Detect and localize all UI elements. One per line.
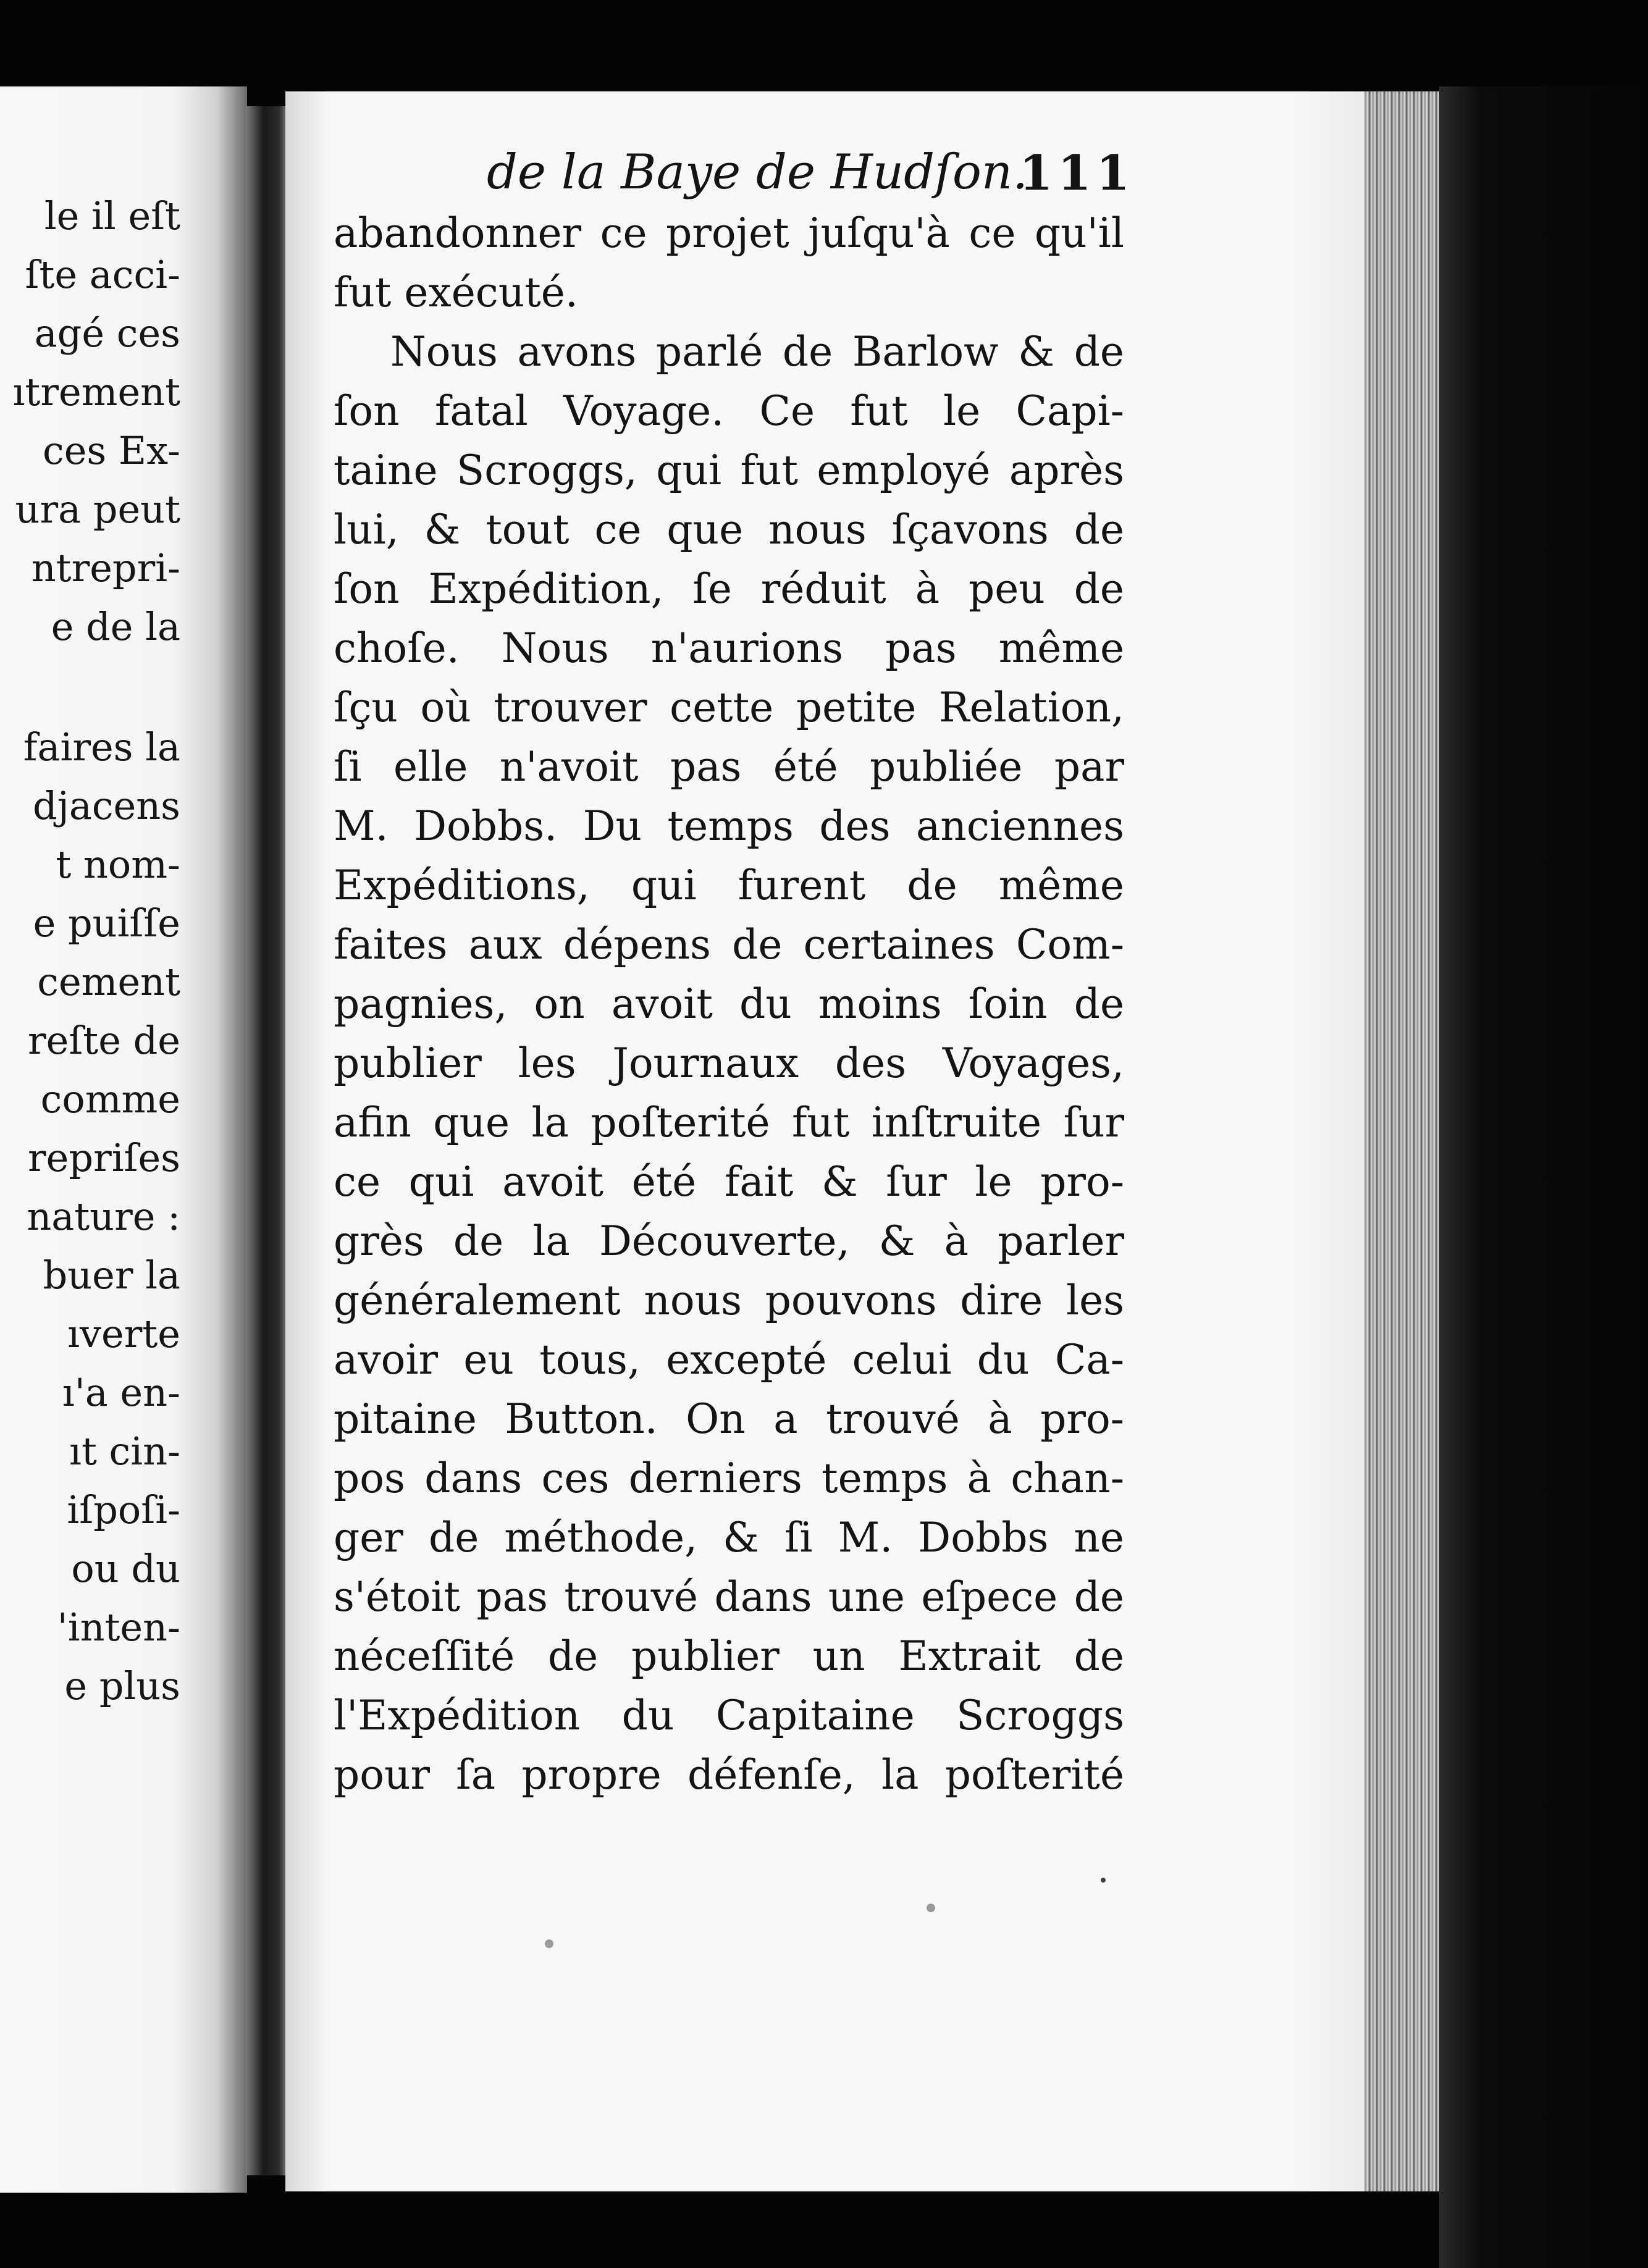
- text-line: Expéditions, qui furent de même: [334, 862, 1124, 909]
- text-line: afin que la poſterité fut inſtruite ſur: [334, 1099, 1124, 1146]
- text-line: abandonner ce projet juſqu'à ce qu'il: [334, 209, 1124, 257]
- text-line: pos dans ces derniers temps à chan-: [334, 1455, 1124, 1502]
- text-line: ce qui avoit été fait & ſur le pro-: [334, 1158, 1124, 1206]
- page-number: 111: [1019, 145, 1135, 201]
- text-line: fut exécuté.: [334, 269, 578, 316]
- book-gutter: [246, 106, 290, 2175]
- left-page-line: faires la: [23, 724, 180, 770]
- left-page-line: repriſes: [28, 1135, 180, 1180]
- text-line: pour ſa propre défenſe, la poſterité: [334, 1751, 1124, 1799]
- left-page-line: t nom-: [56, 842, 180, 887]
- left-page-line: comme: [40, 1077, 180, 1122]
- text-line: avoir eu tous, excepté celui du Ca-: [334, 1336, 1124, 1384]
- text-line: néceſſité de publier un Extrait de: [334, 1632, 1124, 1680]
- text-line: l'Expédition du Capitaine Scroggs: [334, 1692, 1124, 1739]
- text-line: ſon fatal Voyage. Ce fut le Capi-: [334, 387, 1124, 435]
- left-page: [0, 86, 247, 2193]
- left-page-line: ıtrement: [12, 369, 180, 414]
- page-body-text: [334, 204, 1124, 1805]
- text-line: s'étoit pas trouvé dans une eſpece de: [334, 1573, 1124, 1621]
- left-page-line: ſte acci-: [25, 252, 180, 297]
- page-edges: [1364, 91, 1444, 2191]
- text-line: Nous avons parlé de Barlow & de: [390, 328, 1124, 376]
- text-line: ſi elle n'avoit pas été publiée par: [334, 743, 1124, 791]
- text-line: M. Dobbs. Du temps des anciennes: [334, 802, 1124, 850]
- text-line: ger de méthode, & ſi M. Dobbs ne: [334, 1514, 1124, 1561]
- left-page-line: ura peut: [15, 487, 180, 532]
- left-page-line: nature :: [27, 1194, 180, 1239]
- speck: [927, 1904, 935, 1912]
- left-page-line: le il eſt: [44, 193, 180, 238]
- left-page-line: ntrepri-: [31, 545, 180, 590]
- text-line: taine Scroggs, qui fut employé après: [334, 447, 1124, 494]
- text-line: ſçu où trouver cette petite Relation,: [334, 684, 1124, 731]
- left-page-line: e puiſſe: [33, 901, 180, 946]
- speck: [1101, 1878, 1106, 1883]
- left-page-line: cement: [37, 959, 180, 1004]
- text-line: ſon Expédition, ſe réduit à peu de: [334, 565, 1124, 613]
- edge-shadow: [1439, 86, 1648, 2268]
- speck: [545, 1939, 553, 1948]
- text-line: faites aux dépens de certaines Com-: [334, 921, 1124, 968]
- left-page-line: agé ces: [34, 311, 180, 356]
- left-page-line: ces Ex-: [42, 428, 180, 473]
- left-page-line: ou du: [71, 1546, 180, 1591]
- running-head: de la Baye de Hudſon.: [487, 145, 1028, 200]
- text-line: pagnies, on avoit du moins ſoin de: [334, 980, 1124, 1028]
- left-page-line: buer la: [43, 1253, 180, 1298]
- left-page-line: ıt cin-: [69, 1429, 180, 1474]
- left-page-line: e plus: [64, 1663, 180, 1708]
- left-page-line: djacens: [32, 783, 180, 828]
- text-line: choſe. Nous n'aurions pas même: [334, 624, 1124, 672]
- text-line: pitaine Button. On a trouvé à pro-: [334, 1395, 1124, 1443]
- text-line: généralement nous pouvons dire les: [334, 1277, 1124, 1324]
- left-page-line: ıverte: [67, 1311, 180, 1356]
- left-page-line: reſte de: [28, 1018, 180, 1063]
- text-line: lui, & tout ce que nous ſçavons de: [334, 506, 1124, 553]
- text-line: publier les Journaux des Voyages,: [334, 1040, 1124, 1087]
- left-page-line: iſpoſi-: [67, 1487, 180, 1532]
- left-page-line: ı'a en-: [62, 1370, 180, 1415]
- left-page-line: e de la: [51, 604, 180, 649]
- left-page-line: 'inten-: [57, 1605, 180, 1650]
- text-line: grès de la Découverte, & à parler: [334, 1217, 1124, 1265]
